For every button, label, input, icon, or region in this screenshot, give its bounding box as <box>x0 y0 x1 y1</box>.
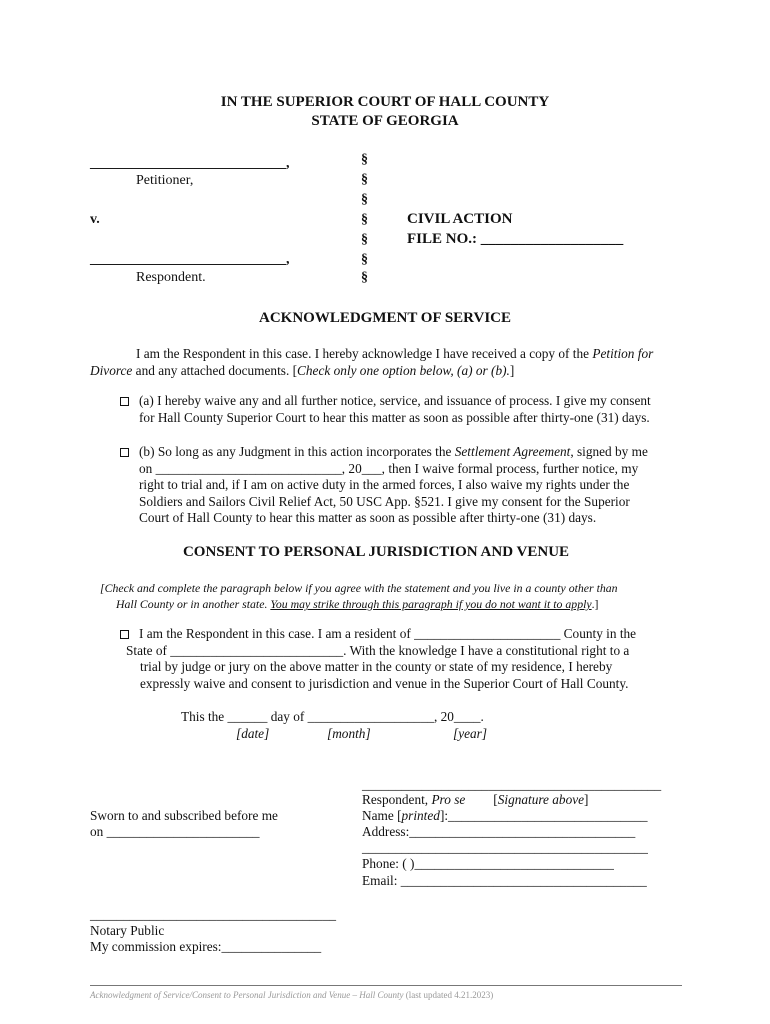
respondent-signature-label: Respondent, Pro se [Signature above] <box>362 792 589 807</box>
versus-label: v. <box>90 212 100 227</box>
phone-field: Phone: ( )______________________________ <box>362 856 614 871</box>
option-b-line: right to trial and, if I am on active duty in the armed forces, I also waive my rights under the <box>139 477 630 492</box>
document-title: ACKNOWLEDGMENT OF SERVICE <box>258 310 511 326</box>
residence-line: trial by judge or jury on the above matter in the county or state of my residence, I hereby <box>140 659 613 674</box>
address-field: Address:__________________________________ <box>362 824 636 839</box>
bracket-close: ] <box>509 362 515 378</box>
footer-updated: (last updated 4.21.2023) <box>403 990 494 1000</box>
option-b-checkbox[interactable] <box>120 448 129 457</box>
instruction-text: Check only one option below, (a) or (b). <box>297 362 510 378</box>
consent-instruction-line: [Check and complete the paragraph below if you agree with the statement and you live in a county other than <box>100 581 618 595</box>
option-b-line: Court of Hall County to hear this matter as soon as possible after thirty-one (31) days. <box>139 510 597 525</box>
residence-paragraph-first <box>139 626 699 643</box>
footer-divider <box>90 985 682 986</box>
section-symbol: § <box>361 152 368 167</box>
notary-public-label: Notary Public <box>90 923 165 938</box>
footer-title: Acknowledgment of Service/Consent to Personal Jurisdiction and Venue – Hall County <box>90 990 404 1000</box>
signature-rule: _____________________________________________ <box>362 777 662 792</box>
sworn-date-field: on _______________________ <box>90 824 260 839</box>
consent-instruction-line2 <box>116 597 599 612</box>
notary-signature-rule: _____________________________________ <box>90 907 336 922</box>
email-field: Email: _____________________________________ <box>362 873 647 888</box>
consent-section-title: CONSENT TO PERSONAL JURISDICTION AND VENUE <box>182 544 570 560</box>
month-caption: [month] <box>327 726 371 741</box>
commission-expires-field: My commission expires:_______________ <box>90 939 322 954</box>
residence-line: State of __________________________. With the knowledge I have a constitutional right to a <box>126 642 630 658</box>
state-heading: STATE OF GEORGIA <box>311 113 459 129</box>
option-b-text-2: , signed by me <box>570 444 648 459</box>
civil-action-label: CIVIL ACTION <box>407 211 513 227</box>
petitioner-blank: ____________________________, <box>90 156 290 171</box>
option-b-line: Soldiers and Sailors Civil Relief Act, 50 USC App. §521. I give my consent for the Superior <box>139 493 630 509</box>
option-b-paragraph <box>139 444 699 527</box>
petitioner-label: Petitioner, <box>136 173 194 188</box>
residence-line: expressly waive and consent to jurisdiction and venue in the Superior Court of Hall County. <box>140 675 629 691</box>
settlement-agreement-title: Settlement Agreement <box>454 444 571 459</box>
date-line: This the ______ day of ___________________, 20____. <box>181 709 484 724</box>
intro-text: I am the Respondent in this case. I hereby acknowledge I have received a copy of the <box>136 346 593 361</box>
date-caption: [date] <box>236 726 270 741</box>
page-footer <box>90 990 493 1000</box>
address-line-2: ___________________________________________ <box>362 840 648 855</box>
instruction-end: .] <box>591 597 599 611</box>
respondent-label: Respondent. <box>136 270 206 285</box>
option-a-line: (a) I hereby waive any and all further notice, service, and issuance of process. I give my consent <box>139 393 651 408</box>
option-b-text: (b) So long as any Judgment in this action incorporates the <box>139 444 455 459</box>
petition-title: Petition for <box>592 346 654 361</box>
option-a-paragraph <box>139 393 699 426</box>
residence-paragraph-rest <box>126 643 706 693</box>
section-symbol: § <box>361 172 368 187</box>
option-a-line: for Hall County Superior Court to hear this matter as soon as possible after thirty-one (31) days. <box>139 409 650 425</box>
strike-through-note: You may strike through this paragraph if you do not want it to apply <box>270 597 592 611</box>
respondent-blank: ____________________________, <box>90 252 290 267</box>
intro-text-2: and any attached documents. [ <box>132 362 298 378</box>
section-symbol: § <box>361 192 368 207</box>
court-name-heading: IN THE SUPERIOR COURT OF HALL COUNTY <box>220 94 550 110</box>
section-symbol: § <box>361 232 368 247</box>
instruction-text-a: Hall County or in another state. <box>116 597 271 611</box>
residence-line: I am the Respondent in this case. I am a resident of ______________________ County in the <box>139 626 637 641</box>
year-caption: [year] <box>453 726 488 741</box>
sworn-statement: Sworn to and subscribed before me <box>90 808 278 823</box>
residence-checkbox[interactable] <box>120 630 129 639</box>
section-symbol: § <box>361 212 368 227</box>
section-symbol: § <box>361 270 368 285</box>
file-number-field: FILE NO.: ___________________ <box>407 231 624 247</box>
intro-paragraph <box>90 346 690 379</box>
option-a-checkbox[interactable] <box>120 397 129 406</box>
section-symbol: § <box>361 252 368 267</box>
petition-title-cont: Divorce <box>90 362 133 378</box>
option-b-line: on ____________________________, 20___, then I waive formal process, further notice, my <box>139 460 639 476</box>
printed-name-field: Name [printed]:______________________________ <box>362 808 648 823</box>
